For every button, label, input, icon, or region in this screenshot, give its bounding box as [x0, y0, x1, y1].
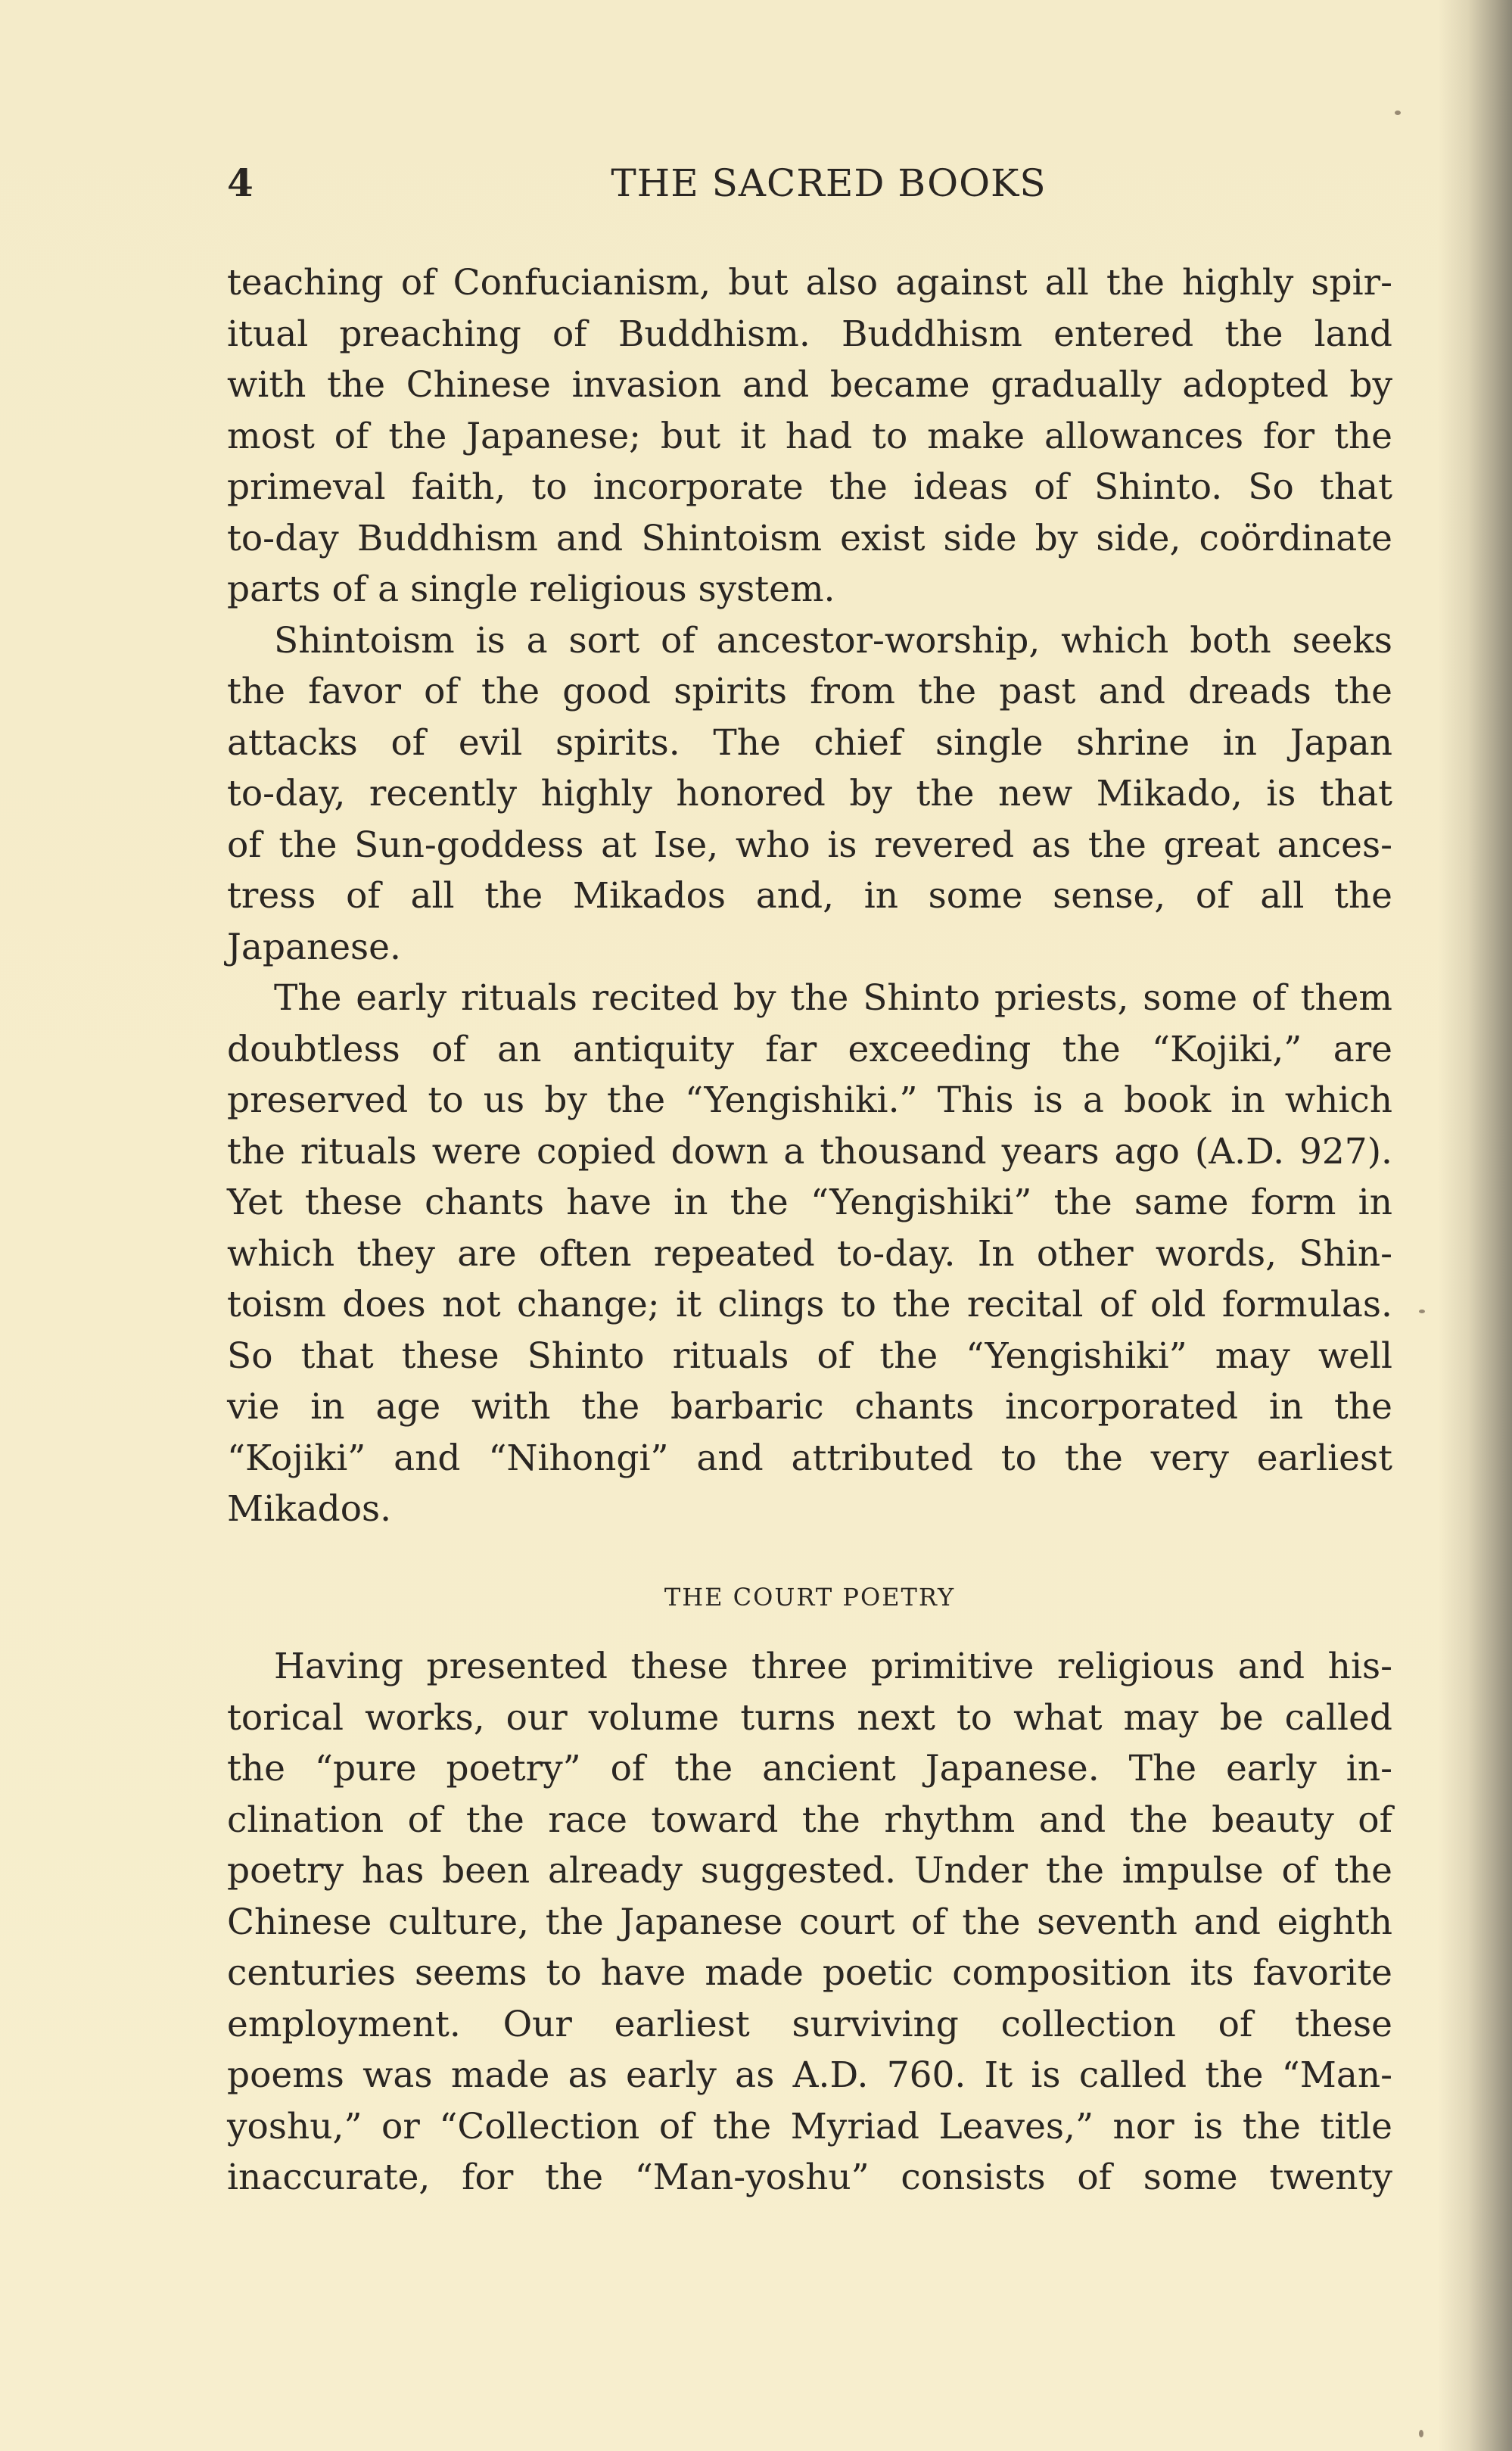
text-line: teaching of Confucianism, but also against all the highly spir- — [227, 262, 1392, 304]
text-line: So that these Shinto rituals of the “Yengishiki” may well — [227, 1335, 1392, 1377]
text-line: of the Sun-goddess at Ise, who is revered as the great ances- — [227, 824, 1392, 866]
running-head — [227, 160, 1392, 206]
text-line: tress of all the Mikados and, in some sense, of all the — [227, 875, 1392, 917]
text-line: most of the Japanese; but it had to make allowances for the — [227, 415, 1392, 457]
text-line: torical works, our volume turns next to what may be called — [227, 1696, 1392, 1739]
text-line: vie in age with the barbaric chants incorporated in the — [227, 1386, 1392, 1428]
running-head-title: THE SACRED BOOKS — [611, 161, 1047, 205]
text-line: clination of the race toward the rhythm and the beauty of — [227, 1799, 1392, 1841]
text-line: The early rituals recited by the Shinto priests, some of them — [274, 977, 1392, 1019]
text-line: poetry has been already suggested. Under the impulse of the — [227, 1850, 1392, 1892]
text-line: primeval faith, to incorporate the ideas of Shinto. So that — [227, 466, 1392, 508]
text-line: to-day, recently highly honored by the new Mikado, is that — [227, 773, 1392, 814]
text-line: Shintoism is a sort of ancestor-worship, which both seeks — [274, 619, 1392, 662]
text-line: employment. Our earliest surviving collection of these — [227, 2003, 1392, 2045]
paper-speck — [1395, 111, 1401, 115]
text-line: the favor of the good spirits from the past and dreads the — [227, 671, 1392, 712]
body-text-section-2 — [227, 1641, 1392, 2203]
text-line: “Kojiki” and “Nihongi” and attributed to the very earliest — [227, 1437, 1392, 1479]
section-heading: THE COURT POETRY — [664, 1583, 956, 1612]
text-line: inaccurate, for the “Man-yoshu” consists of some twenty — [227, 2157, 1392, 2198]
paper-speck — [1419, 2430, 1423, 2437]
text-line: Japanese. — [227, 926, 401, 968]
text-line: doubtless of an antiquity far exceeding the “Kojiki,” are — [227, 1028, 1392, 1070]
text-line: which they are often repeated to-day. In other words, Shin- — [227, 1232, 1392, 1275]
text-line: poems was made as early as A.D. 760. It is called the “Man- — [227, 2054, 1392, 2096]
text-line: Mikados. — [227, 1488, 392, 1530]
paper-speck — [1419, 1310, 1425, 1313]
text-line: parts of a single religious system. — [227, 568, 835, 610]
text-line: preserved to us by the “Yengishiki.” This is a book in which — [227, 1079, 1392, 1121]
text-line: itual preaching of Buddhism. Buddhism entered the land — [227, 313, 1392, 355]
text-line: centuries seems to have made poetic composition its favorite — [227, 1952, 1392, 1994]
body-text-section-1 — [227, 257, 1392, 1535]
text-line: attacks of evil spirits. The chief single shrine in Japan — [227, 721, 1392, 764]
text-line: yoshu,” or “Collection of the Myriad Leaves,” nor is the title — [227, 2105, 1392, 2147]
text-line: the “pure poetry” of the ancient Japanese. The early in- — [227, 1748, 1392, 1789]
text-line: toism does not change; it clings to the recital of old formulas. — [227, 1284, 1392, 1325]
text-line: to-day Buddhism and Shintoism exist side by side, coördinate — [227, 517, 1392, 559]
page-number: 4 — [227, 160, 254, 205]
text-line: Yet these chants have in the “Yengishiki” the same form in — [227, 1182, 1392, 1223]
text-line: Having presented these three primitive religious and his- — [274, 1646, 1392, 1687]
text-line: the rituals were copied down a thousand years ago (A.D. 927). — [227, 1130, 1392, 1173]
text-line: with the Chinese invasion and became gradually adopted by — [227, 364, 1392, 406]
text-line: Chinese culture, the Japanese court of the seventh and eighth — [227, 1901, 1392, 1943]
